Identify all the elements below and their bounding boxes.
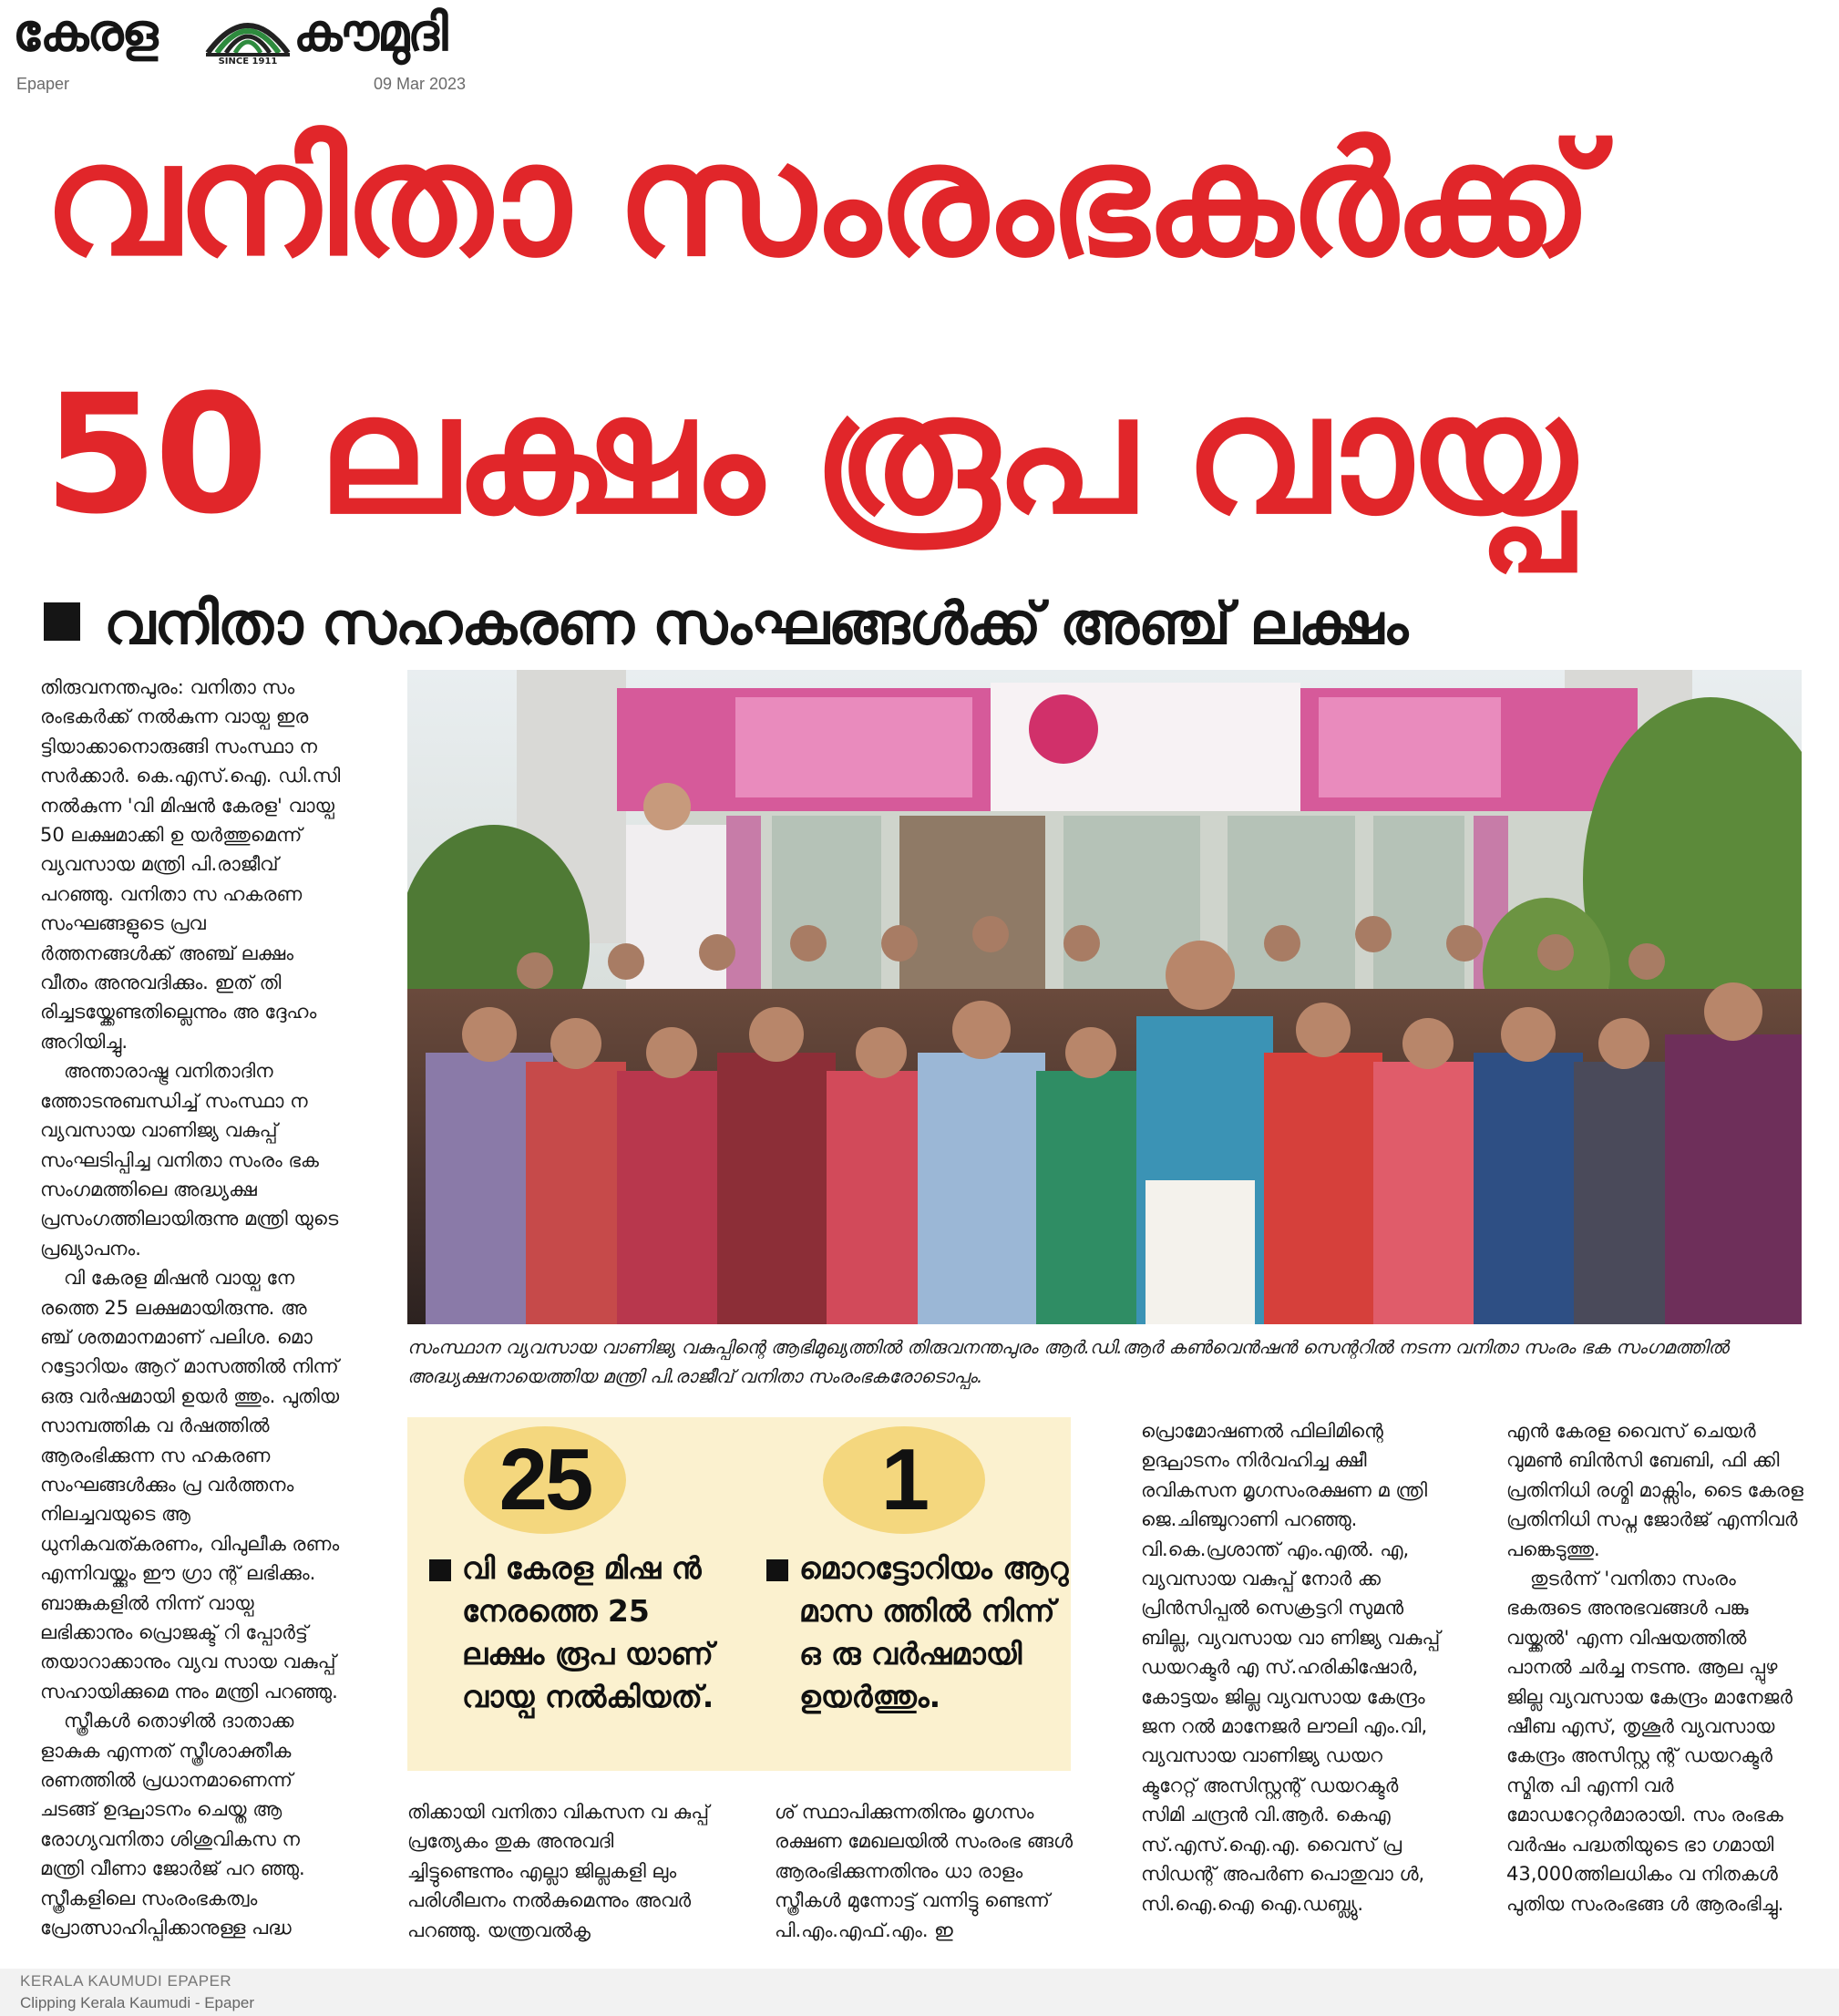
- footer-clipping-label: Clipping Kerala Kaumudi - Epaper: [20, 1994, 255, 2011]
- fact-item-2: [745, 1417, 1073, 1771]
- fact-number: 25: [464, 1426, 626, 1534]
- article-column-4: പ്രൊമോഷണൽ ഫിലിമിന്റെ ഉദ്ഘാടനം നിർവഹിച്ച ക്ഷീ രവികസന മൃഗസംരക്ഷണ മ ന്ത്രി ജെ.ചിഞ്ചുറാണി പറഞ്ഞു. വി.കെ.പ്രശാന്ത് എം.എൽ. എ, വ്യവസായ വകുപ്പ് നോർ ക്ക പ്രിൻസിപ്പൽ സെക്രട്ടറി സുമൻ ബില്ല, വ്യവസായ വാ ണിജ്യ വകുപ്പ് ഡയറക്ടർ എ സ്.ഹരികിഷോർ, കോട്ടയം ജില്ല വ്യവസായ കേന്ദ്രം ജന റൽ മാനേജർ ലൗലി എം.വി, വ്യവസായ വാണിജ്യ ഡയറ ക്ടറേറ്റ് അസിസ്റ്റന്റ് ഡയറക്ടർ സിമി ചന്ദ്രൻ വി.ആർ. കെഎ സ്.എസ്.ഐ.എ. വൈസ് പ്ര സിഡന്റ് അപർണ പൊതുവാ ൾ, സി.ഐ.ഐ ഐ.ഡബ്ല്യു.: [1141, 1420, 1441, 1915]
- epaper-label: Epaper: [16, 75, 70, 93]
- photo-caption: സംസ്ഥാന വ്യവസായ വാണിജ്യ വകുപ്പിന്റെ ആഭിമുഖ്യത്തിൽ തിരുവനന്തപുരം ആർ.ഡി.ആർ കൺവെൻഷൻ സെന്ററിൽ നടന്ന വനിതാ സംരം ഭക സംഗമത്തിൽ അദ്ധ്യക്ഷനായെത്തിയ മന്ത്രി പി.രാജീവ് വനിതാ സംരംഭകരോടൊപ്പം.: [407, 1336, 1729, 1387]
- masthead-since: SINCE 1911: [218, 57, 278, 67]
- bullet-square-icon: [44, 602, 80, 641]
- headline-line-2: 50 ലക്ഷം രൂപ വായ്പ: [44, 360, 1573, 550]
- edition-date: 09 Mar 2023: [374, 75, 467, 93]
- masthead-name-right: കൗമുദി: [293, 4, 447, 63]
- article-column-1: [40, 673, 341, 1942]
- group-photo-illustration: [407, 670, 1802, 1324]
- col1-paragraph: അന്താരാഷ്ട്ര വനിതാദിന ത്തോടനുബന്ധിച്ച് സംസ്ഥാ ന വ്യവസായ വാണിജ്യ വകുപ്പ് സംഘടിപ്പിച്ച വനിതാ സംരം ഭക സംഗമത്തിലെ അദ്ധ്യക്ഷ പ്രസംഗത്തിലായിരുന്നു മന്ത്രി യുടെ പ്രഖ്യാപനം.: [40, 1060, 339, 1260]
- headline-line-1: വനിതാ സംരംഭകർക്ക്: [44, 110, 1589, 291]
- masthead: [9, 4, 483, 95]
- col5-paragraph: എൻ കേരള വൈസ് ചെയർ വുമൺ ബിൻസി ബേബി, ഫി ക്കി പ്രതിനിധി രശ്മി മാക്സിം, ടൈ കേരള പ്രതിനിധി സപ്ന ജോർജ് എന്നിവർ പങ്കെടുത്തു.: [1506, 1420, 1803, 1560]
- col5-paragraph: തുടർന്ന് 'വനിതാ സംരം ഭകരുടെ അനുഭവങ്ങൾ പങ്കു വയ്ക്കൽ' എന്ന വിഷയത്തിൽ പാനൽ ചർച്ച നടന്നു. ആല പ്പുഴ ജില്ല വ്യവസായ കേന്ദ്രം മാനേജർ ഷീബ എസ്, തൃശൂർ വ്യവസായ കേന്ദ്രം അസിസ്റ്റ ന്റ് ഡയറക്ടർ സ്മിത പി എന്നി വർ മോഡറേറ്റർമാരായി. സം രംഭക വർഷം പദ്ധതിയുടെ ഭാ ഗമായി 43,000ത്തിലധികം വ നിതകൾ പുതിയ സംരംഭങ്ങ ൾ ആരംഭിച്ചു.: [1506, 1568, 1793, 1915]
- fact-text: മൊറട്ടോറിയം ആറു മാസ ത്തിൽ നിന്ന് ഒ രു വർഷമായി ഉയർത്തും.: [799, 1550, 1069, 1714]
- bullet-square-icon: [766, 1559, 788, 1581]
- fact-box: [407, 1417, 1071, 1771]
- col1-paragraph: സ്ത്രീകൾ തൊഴിൽ ദാതാക്ക ളാകുക എന്നത് സ്ത്രീശാക്തീക രണത്തിൽ പ്രധാനമാണെന്ന് ചടങ്ങ് ഉദ്ഘാടനം ചെയ്ത ആ രോഗ്യവനിതാ ശിശുവികസ ന മന്ത്രി വീണാ ജോർജ് പറ ഞ്ഞു. സ്ത്രീകളിലെ സംരംഭകത്വം പ്രോത്സാഹിപ്പിക്കാനുള്ള പദ്ധ: [40, 1710, 305, 1939]
- article-column-2: തിക്കായി വനിതാ വികസന വ കുപ്പ് പ്രത്യേകം തുക അനുവദി ച്ചിട്ടുണ്ടെന്നും എല്ലാ ജില്ലകളി ലും പരിശീലനം നൽകുമെന്നും അവർ പറഞ്ഞു. യന്ത്രവൽകൃ: [407, 1801, 710, 1941]
- masthead-name-left: കേരള: [13, 4, 157, 63]
- article-column-5: [1506, 1416, 1807, 1918]
- subheadline: [44, 583, 1407, 665]
- col1-paragraph: തിരുവനന്തപുരം: വനിതാ സം രംഭകർക്ക് നൽകുന്ന വായ്പ ഇര ട്ടിയാക്കാനൊരുങ്ങി സംസ്ഥാ ന സർക്കാർ. കെ.എസ്.ഐ. ഡി.സി നൽകുന്ന 'വി മിഷൻ കേരള' വായ്പ 50 ലക്ഷമാക്കി ഉ യർത്തുമെന്ന് വ്യവസായ മന്ത്രി പി.രാജീവ് പറഞ്ഞു. വനിതാ സ ഹകരണ സംഘങ്ങളുടെ പ്രവ ർത്തനങ്ങൾക്ക് അഞ്ച് ലക്ഷം വീതം അനുവദിക്കും. ഇത് തി രിച്ചടയ്ക്കേണ്ടതില്ലെന്നും അ ദ്ദേഹം അറിയിച്ചു.: [40, 676, 341, 1053]
- col1-paragraph: വി കേരള മിഷൻ വായ്പ നേ രത്തെ 25 ലക്ഷമായിരുന്നു. അ ഞ്ച് ശതമാനമാണ് പലിശ. മൊ റട്ടോറിയം ആറ് മാസത്തിൽ നിന്ന് ഒരു വർഷമായി ഉയർ ത്തും. പുതിയ സാമ്പത്തിക വ ർഷത്തിൽ ആരംഭിക്കുന്ന സ ഹകരണ സംഘങ്ങൾക്കും പ്ര വർത്തനം നിലച്ചവയുടെ ആ ധുനികവത്കരണം, വിപുലീക രണം എന്നിവയ്ക്കും ഈ ഗ്രാ ന്റ് ലഭിക്കും. ബാങ്കുകളിൽ നിന്ന് വായ്പ ലഭിക്കാനും പ്രൊജക്ട് റി പ്പോർട്ട് തയാറാക്കാനും വ്യവ സായ വകുപ്പ് സഹായിക്കുമെ ന്നും മന്ത്രി പറഞ്ഞു.: [40, 1267, 340, 1702]
- bullet-square-icon: [429, 1559, 451, 1581]
- article-column-3: ശ് സ്ഥാപിക്കുന്നതിനും മൃഗസം രക്ഷണ മേഖലയിൽ സംരംഭ ങ്ങൾ ആരംഭിക്കുന്നതിനും ധാ രാളം സ്ത്രീകൾ മുന്നോട്ട് വന്നിട്ടു ണ്ടെന്ന് പി.എം.എഫ്.എം. ഇ: [775, 1801, 1074, 1941]
- fact-text: വി കേരള മിഷ ൻ നേരത്തെ 25 ലക്ഷം രൂപ യാണ് വായ്പ നൽകിയത്.: [462, 1550, 714, 1714]
- fact-item-1: [407, 1417, 735, 1771]
- footer: [0, 1969, 1839, 2016]
- subheadline-text: വനിതാ സഹകരണ സംഘങ്ങൾക്ക് അഞ്ച് ലക്ഷം: [104, 591, 1408, 658]
- fact-number: 1: [823, 1426, 985, 1534]
- event-photo: [407, 670, 1802, 1324]
- footer-site-name: KERALA KAUMUDI EPAPER: [20, 1972, 232, 1990]
